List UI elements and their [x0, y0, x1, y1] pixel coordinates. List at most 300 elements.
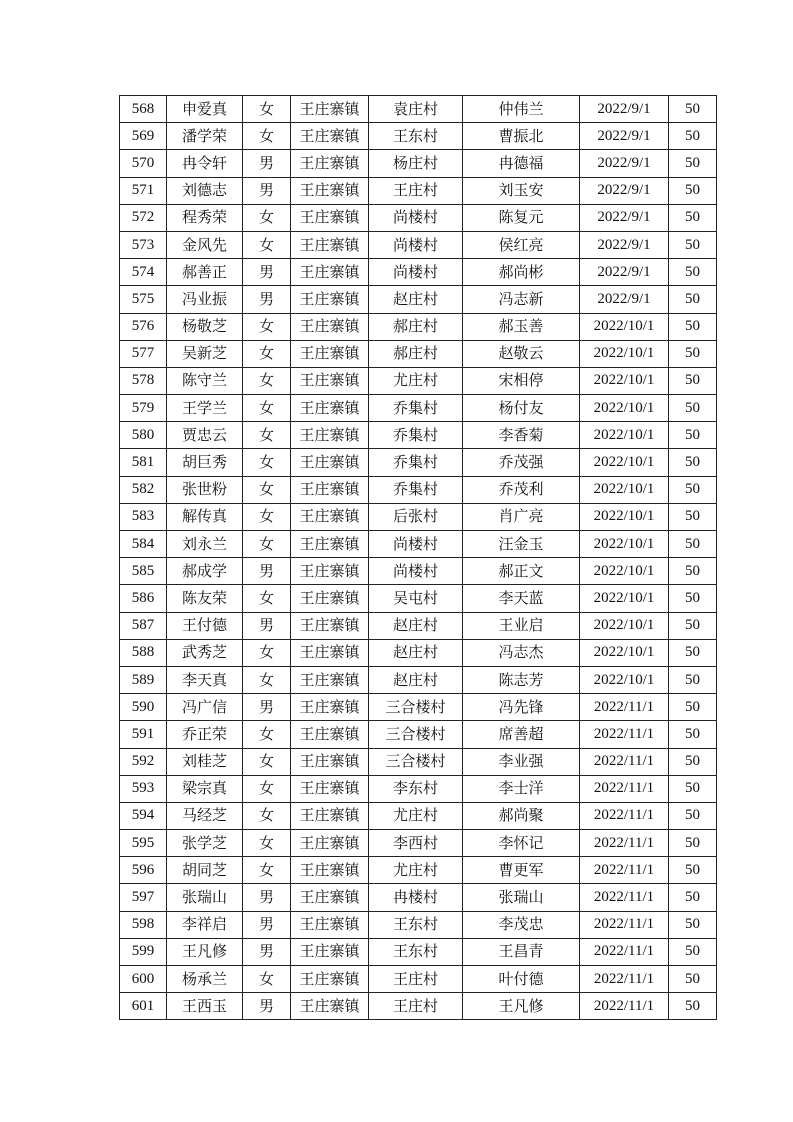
- gender-cell: 男: [243, 884, 291, 911]
- table-row: [120, 721, 717, 748]
- town-cell: 王庄寨镇: [291, 367, 369, 394]
- village-cell: 李西村: [369, 830, 463, 857]
- serial-number-cell: 598: [120, 911, 167, 938]
- town-cell: 王庄寨镇: [291, 531, 369, 558]
- applicant-cell: 汪金玉: [463, 531, 580, 558]
- village-cell: 三合楼村: [369, 694, 463, 721]
- serial-number-cell: 592: [120, 748, 167, 775]
- date-cell: 2022/10/1: [580, 395, 669, 422]
- town-cell: 王庄寨镇: [291, 150, 369, 177]
- village-cell: 尤庄村: [369, 857, 463, 884]
- gender-cell: 女: [243, 585, 291, 612]
- serial-number-cell: 584: [120, 531, 167, 558]
- gender-cell: 女: [243, 123, 291, 150]
- name-cell: 刘永兰: [167, 531, 243, 558]
- applicant-cell: 肖广亮: [463, 503, 580, 530]
- serial-number-cell: 589: [120, 666, 167, 693]
- village-cell: 王庄村: [369, 993, 463, 1020]
- serial-number-cell: 573: [120, 231, 167, 258]
- gender-cell: 男: [243, 694, 291, 721]
- date-cell: 2022/10/1: [580, 585, 669, 612]
- town-cell: 王庄寨镇: [291, 503, 369, 530]
- amount-cell: 50: [669, 340, 717, 367]
- date-cell: 2022/11/1: [580, 911, 669, 938]
- date-cell: 2022/9/1: [580, 259, 669, 286]
- village-cell: 尚楼村: [369, 531, 463, 558]
- applicant-cell: 叶付德: [463, 966, 580, 993]
- date-cell: 2022/9/1: [580, 96, 669, 123]
- village-cell: 王东村: [369, 938, 463, 965]
- town-cell: 王庄寨镇: [291, 313, 369, 340]
- town-cell: 王庄寨镇: [291, 177, 369, 204]
- village-cell: 杨庄村: [369, 150, 463, 177]
- amount-cell: 50: [669, 884, 717, 911]
- amount-cell: 50: [669, 857, 717, 884]
- name-cell: 乔正荣: [167, 721, 243, 748]
- name-cell: 李祥启: [167, 911, 243, 938]
- serial-number-cell: 569: [120, 123, 167, 150]
- table-row: [120, 449, 717, 476]
- applicant-cell: 张瑞山: [463, 884, 580, 911]
- name-cell: 贾忠云: [167, 422, 243, 449]
- name-cell: 李天真: [167, 666, 243, 693]
- amount-cell: 50: [669, 395, 717, 422]
- applicant-cell: 李茂忠: [463, 911, 580, 938]
- applicant-cell: 冯志新: [463, 286, 580, 313]
- table-row: [120, 639, 717, 666]
- table-row: [120, 177, 717, 204]
- amount-cell: 50: [669, 748, 717, 775]
- applicant-cell: 冯志杰: [463, 639, 580, 666]
- applicant-cell: 李香菊: [463, 422, 580, 449]
- date-cell: 2022/11/1: [580, 884, 669, 911]
- name-cell: 郝善正: [167, 259, 243, 286]
- serial-number-cell: 579: [120, 395, 167, 422]
- date-cell: 2022/11/1: [580, 830, 669, 857]
- town-cell: 王庄寨镇: [291, 830, 369, 857]
- village-cell: 郝庄村: [369, 313, 463, 340]
- serial-number-cell: 577: [120, 340, 167, 367]
- amount-cell: 50: [669, 639, 717, 666]
- serial-number-cell: 570: [120, 150, 167, 177]
- amount-cell: 50: [669, 449, 717, 476]
- date-cell: 2022/10/1: [580, 449, 669, 476]
- applicant-cell: 郝尚彬: [463, 259, 580, 286]
- table-row: [120, 857, 717, 884]
- table-row: [120, 395, 717, 422]
- date-cell: 2022/10/1: [580, 503, 669, 530]
- applicant-cell: 陈志芳: [463, 666, 580, 693]
- name-cell: 王凡修: [167, 938, 243, 965]
- serial-number-cell: 597: [120, 884, 167, 911]
- name-cell: 张世粉: [167, 476, 243, 503]
- serial-number-cell: 595: [120, 830, 167, 857]
- village-cell: 袁庄村: [369, 96, 463, 123]
- date-cell: 2022/10/1: [580, 558, 669, 585]
- applicant-cell: 冉德福: [463, 150, 580, 177]
- gender-cell: 女: [243, 449, 291, 476]
- name-cell: 张学芝: [167, 830, 243, 857]
- applicant-cell: 李怀记: [463, 830, 580, 857]
- village-cell: 乔集村: [369, 449, 463, 476]
- date-cell: 2022/10/1: [580, 666, 669, 693]
- applicant-cell: 王凡修: [463, 993, 580, 1020]
- gender-cell: 男: [243, 286, 291, 313]
- name-cell: 吴新芝: [167, 340, 243, 367]
- name-cell: 冯业振: [167, 286, 243, 313]
- town-cell: 王庄寨镇: [291, 231, 369, 258]
- amount-cell: 50: [669, 966, 717, 993]
- name-cell: 冉令轩: [167, 150, 243, 177]
- date-cell: 2022/11/1: [580, 775, 669, 802]
- gender-cell: 男: [243, 150, 291, 177]
- gender-cell: 男: [243, 177, 291, 204]
- amount-cell: 50: [669, 123, 717, 150]
- gender-cell: 男: [243, 612, 291, 639]
- date-cell: 2022/9/1: [580, 123, 669, 150]
- applicant-cell: 王昌青: [463, 938, 580, 965]
- name-cell: 马经芝: [167, 802, 243, 829]
- gender-cell: 女: [243, 830, 291, 857]
- village-cell: 尚楼村: [369, 259, 463, 286]
- date-cell: 2022/9/1: [580, 231, 669, 258]
- serial-number-cell: 574: [120, 259, 167, 286]
- serial-number-cell: 585: [120, 558, 167, 585]
- gender-cell: 女: [243, 395, 291, 422]
- applicant-cell: 郝尚聚: [463, 802, 580, 829]
- date-cell: 2022/11/1: [580, 966, 669, 993]
- amount-cell: 50: [669, 993, 717, 1020]
- gender-cell: 女: [243, 367, 291, 394]
- amount-cell: 50: [669, 558, 717, 585]
- table-row: [120, 259, 717, 286]
- town-cell: 王庄寨镇: [291, 775, 369, 802]
- village-cell: 乔集村: [369, 395, 463, 422]
- serial-number-cell: 583: [120, 503, 167, 530]
- gender-cell: 女: [243, 966, 291, 993]
- date-cell: 2022/11/1: [580, 694, 669, 721]
- serial-number-cell: 596: [120, 857, 167, 884]
- village-cell: 冉楼村: [369, 884, 463, 911]
- table-row: [120, 123, 717, 150]
- applicant-cell: 宋相停: [463, 367, 580, 394]
- date-cell: 2022/11/1: [580, 748, 669, 775]
- gender-cell: 女: [243, 721, 291, 748]
- table-row: [120, 802, 717, 829]
- applicant-cell: 李天蓝: [463, 585, 580, 612]
- name-cell: 刘德志: [167, 177, 243, 204]
- amount-cell: 50: [669, 204, 717, 231]
- town-cell: 王庄寨镇: [291, 96, 369, 123]
- date-cell: 2022/11/1: [580, 802, 669, 829]
- name-cell: 金风先: [167, 231, 243, 258]
- table-row: [120, 531, 717, 558]
- name-cell: 潘学荣: [167, 123, 243, 150]
- serial-number-cell: 578: [120, 367, 167, 394]
- table-row: [120, 96, 717, 123]
- name-cell: 张瑞山: [167, 884, 243, 911]
- gender-cell: 女: [243, 639, 291, 666]
- town-cell: 王庄寨镇: [291, 123, 369, 150]
- gender-cell: 女: [243, 96, 291, 123]
- date-cell: 2022/10/1: [580, 422, 669, 449]
- name-cell: 武秀芝: [167, 639, 243, 666]
- amount-cell: 50: [669, 585, 717, 612]
- village-cell: 赵庄村: [369, 639, 463, 666]
- amount-cell: 50: [669, 694, 717, 721]
- amount-cell: 50: [669, 802, 717, 829]
- amount-cell: 50: [669, 177, 717, 204]
- gender-cell: 女: [243, 802, 291, 829]
- amount-cell: 50: [669, 775, 717, 802]
- amount-cell: 50: [669, 612, 717, 639]
- amount-cell: 50: [669, 531, 717, 558]
- town-cell: 王庄寨镇: [291, 993, 369, 1020]
- applicant-cell: 侯红亮: [463, 231, 580, 258]
- town-cell: 王庄寨镇: [291, 802, 369, 829]
- date-cell: 2022/9/1: [580, 286, 669, 313]
- name-cell: 梁宗真: [167, 775, 243, 802]
- date-cell: 2022/10/1: [580, 340, 669, 367]
- village-cell: 尤庄村: [369, 802, 463, 829]
- name-cell: 王学兰: [167, 395, 243, 422]
- town-cell: 王庄寨镇: [291, 476, 369, 503]
- serial-number-cell: 594: [120, 802, 167, 829]
- town-cell: 王庄寨镇: [291, 938, 369, 965]
- table-row: [120, 612, 717, 639]
- applicant-cell: 郝玉善: [463, 313, 580, 340]
- serial-number-cell: 571: [120, 177, 167, 204]
- name-cell: 王付德: [167, 612, 243, 639]
- village-cell: 后张村: [369, 503, 463, 530]
- amount-cell: 50: [669, 830, 717, 857]
- gender-cell: 男: [243, 558, 291, 585]
- table-row: [120, 340, 717, 367]
- table-row: [120, 313, 717, 340]
- name-cell: 郝成学: [167, 558, 243, 585]
- gender-cell: 女: [243, 775, 291, 802]
- amount-cell: 50: [669, 476, 717, 503]
- applicant-cell: 李业强: [463, 748, 580, 775]
- village-cell: 尚楼村: [369, 204, 463, 231]
- serial-number-cell: 593: [120, 775, 167, 802]
- amount-cell: 50: [669, 367, 717, 394]
- applicant-cell: 陈复元: [463, 204, 580, 231]
- town-cell: 王庄寨镇: [291, 639, 369, 666]
- date-cell: 2022/9/1: [580, 150, 669, 177]
- amount-cell: 50: [669, 259, 717, 286]
- name-cell: 陈守兰: [167, 367, 243, 394]
- date-cell: 2022/9/1: [580, 177, 669, 204]
- name-cell: 王西玉: [167, 993, 243, 1020]
- village-cell: 王庄村: [369, 966, 463, 993]
- gender-cell: 女: [243, 748, 291, 775]
- serial-number-cell: 580: [120, 422, 167, 449]
- table-row: [120, 558, 717, 585]
- table-row: [120, 884, 717, 911]
- village-cell: 郝庄村: [369, 340, 463, 367]
- table-row: [120, 503, 717, 530]
- town-cell: 王庄寨镇: [291, 666, 369, 693]
- village-cell: 赵庄村: [369, 286, 463, 313]
- town-cell: 王庄寨镇: [291, 748, 369, 775]
- name-cell: 胡巨秀: [167, 449, 243, 476]
- town-cell: 王庄寨镇: [291, 694, 369, 721]
- town-cell: 王庄寨镇: [291, 204, 369, 231]
- village-cell: 王东村: [369, 911, 463, 938]
- town-cell: 王庄寨镇: [291, 395, 369, 422]
- village-cell: 赵庄村: [369, 612, 463, 639]
- serial-number-cell: 582: [120, 476, 167, 503]
- name-cell: 解传真: [167, 503, 243, 530]
- applicant-cell: 曹更军: [463, 857, 580, 884]
- gender-cell: 女: [243, 313, 291, 340]
- village-cell: 三合楼村: [369, 721, 463, 748]
- village-cell: 吴屯村: [369, 585, 463, 612]
- date-cell: 2022/11/1: [580, 721, 669, 748]
- name-cell: 陈友荣: [167, 585, 243, 612]
- date-cell: 2022/10/1: [580, 476, 669, 503]
- table-row: [120, 204, 717, 231]
- applicant-cell: 曹振北: [463, 123, 580, 150]
- town-cell: 王庄寨镇: [291, 857, 369, 884]
- amount-cell: 50: [669, 503, 717, 530]
- serial-number-cell: 586: [120, 585, 167, 612]
- gender-cell: 男: [243, 993, 291, 1020]
- table-row: [120, 476, 717, 503]
- gender-cell: 女: [243, 476, 291, 503]
- name-cell: 胡同芝: [167, 857, 243, 884]
- amount-cell: 50: [669, 313, 717, 340]
- serial-number-cell: 588: [120, 639, 167, 666]
- gender-cell: 女: [243, 422, 291, 449]
- town-cell: 王庄寨镇: [291, 449, 369, 476]
- amount-cell: 50: [669, 231, 717, 258]
- table-row: [120, 830, 717, 857]
- gender-cell: 女: [243, 857, 291, 884]
- date-cell: 2022/10/1: [580, 639, 669, 666]
- applicant-cell: 仲伟兰: [463, 96, 580, 123]
- roster-table-body: [120, 96, 717, 1020]
- table-row: [120, 367, 717, 394]
- village-cell: 乔集村: [369, 476, 463, 503]
- applicant-cell: 郝正文: [463, 558, 580, 585]
- amount-cell: 50: [669, 911, 717, 938]
- town-cell: 王庄寨镇: [291, 966, 369, 993]
- name-cell: 程秀荣: [167, 204, 243, 231]
- gender-cell: 女: [243, 231, 291, 258]
- applicant-cell: 赵敬云: [463, 340, 580, 367]
- table-row: [120, 150, 717, 177]
- table-row: [120, 666, 717, 693]
- table-row: [120, 775, 717, 802]
- amount-cell: 50: [669, 666, 717, 693]
- date-cell: 2022/10/1: [580, 313, 669, 340]
- village-cell: 尤庄村: [369, 367, 463, 394]
- amount-cell: 50: [669, 96, 717, 123]
- amount-cell: 50: [669, 422, 717, 449]
- applicant-cell: 刘玉安: [463, 177, 580, 204]
- serial-number-cell: 587: [120, 612, 167, 639]
- town-cell: 王庄寨镇: [291, 259, 369, 286]
- town-cell: 王庄寨镇: [291, 585, 369, 612]
- serial-number-cell: 591: [120, 721, 167, 748]
- date-cell: 2022/11/1: [580, 857, 669, 884]
- date-cell: 2022/10/1: [580, 367, 669, 394]
- table-row: [120, 993, 717, 1020]
- applicant-cell: 王业启: [463, 612, 580, 639]
- town-cell: 王庄寨镇: [291, 340, 369, 367]
- name-cell: 杨敬芝: [167, 313, 243, 340]
- table-row: [120, 938, 717, 965]
- serial-number-cell: 599: [120, 938, 167, 965]
- applicant-cell: 乔茂强: [463, 449, 580, 476]
- name-cell: 杨承兰: [167, 966, 243, 993]
- gender-cell: 男: [243, 911, 291, 938]
- serial-number-cell: 601: [120, 993, 167, 1020]
- village-cell: 赵庄村: [369, 666, 463, 693]
- applicant-cell: 席善超: [463, 721, 580, 748]
- town-cell: 王庄寨镇: [291, 422, 369, 449]
- applicant-cell: 冯先锋: [463, 694, 580, 721]
- date-cell: 2022/10/1: [580, 531, 669, 558]
- village-cell: 三合楼村: [369, 748, 463, 775]
- applicant-cell: 杨付友: [463, 395, 580, 422]
- amount-cell: 50: [669, 150, 717, 177]
- town-cell: 王庄寨镇: [291, 612, 369, 639]
- date-cell: 2022/11/1: [580, 938, 669, 965]
- table-row: [120, 911, 717, 938]
- date-cell: 2022/9/1: [580, 204, 669, 231]
- applicant-cell: 乔茂利: [463, 476, 580, 503]
- name-cell: 申爱真: [167, 96, 243, 123]
- serial-number-cell: 575: [120, 286, 167, 313]
- serial-number-cell: 581: [120, 449, 167, 476]
- serial-number-cell: 572: [120, 204, 167, 231]
- table-row: [120, 231, 717, 258]
- applicant-cell: 李士洋: [463, 775, 580, 802]
- amount-cell: 50: [669, 286, 717, 313]
- gender-cell: 男: [243, 938, 291, 965]
- town-cell: 王庄寨镇: [291, 721, 369, 748]
- village-cell: 王庄村: [369, 177, 463, 204]
- date-cell: 2022/10/1: [580, 612, 669, 639]
- village-cell: 尚楼村: [369, 231, 463, 258]
- town-cell: 王庄寨镇: [291, 286, 369, 313]
- gender-cell: 女: [243, 204, 291, 231]
- village-cell: 李东村: [369, 775, 463, 802]
- town-cell: 王庄寨镇: [291, 911, 369, 938]
- gender-cell: 女: [243, 503, 291, 530]
- gender-cell: 女: [243, 531, 291, 558]
- name-cell: 刘桂芝: [167, 748, 243, 775]
- village-cell: 尚楼村: [369, 558, 463, 585]
- serial-number-cell: 590: [120, 694, 167, 721]
- amount-cell: 50: [669, 938, 717, 965]
- serial-number-cell: 600: [120, 966, 167, 993]
- table-row: [120, 422, 717, 449]
- serial-number-cell: 576: [120, 313, 167, 340]
- roster-table: [119, 95, 717, 1020]
- town-cell: 王庄寨镇: [291, 558, 369, 585]
- gender-cell: 女: [243, 666, 291, 693]
- town-cell: 王庄寨镇: [291, 884, 369, 911]
- village-cell: 王东村: [369, 123, 463, 150]
- serial-number-cell: 568: [120, 96, 167, 123]
- village-cell: 乔集村: [369, 422, 463, 449]
- gender-cell: 男: [243, 259, 291, 286]
- amount-cell: 50: [669, 721, 717, 748]
